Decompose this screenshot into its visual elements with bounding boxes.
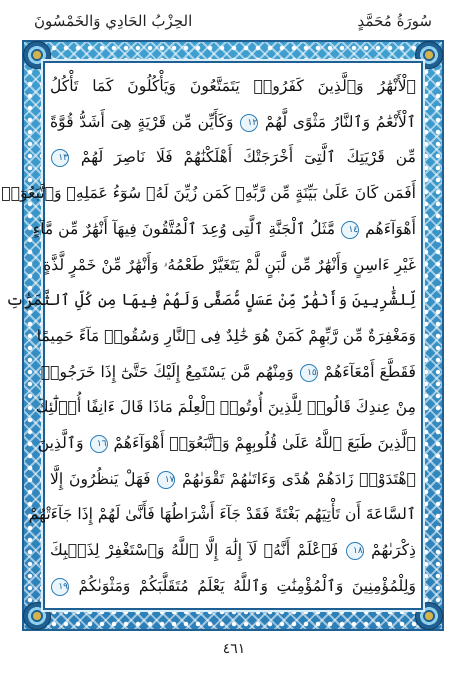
verse-lines <box>1 71 417 602</box>
verse-text: وَمَغْفِرَةٌ مِّن رَّبِّهِمْ كَمَنْ هُوَ خَٰلِدٌ فِى ٱلنَّارِ وَسُقُوا۟ مَآءً حَمِيمًا <box>36 326 416 345</box>
verse-text: أَفَمَن كَانَ عَلَىٰ بَيِّنَةٍ مِّن رَّبِّهِۦ كَمَن زُيِّنَ لَهُۥ سُوٓءُ عَمَلِهِۦ وَٱتَّبَعُوٓا۟ <box>1 184 416 203</box>
verse-text: لِّلشَّٰرِبِينَ وَأَنْهَٰرٌ مِّنْ عَسَلٍ مُّصَفًّى وَلَهُمْ فِيهَا مِن كُلِّ ٱلثَّمَرَٰتِ <box>5 291 416 310</box>
verse-line <box>35 392 416 423</box>
verse-text: ٱهْتَدَوْا۟ زَادَهُمْ هُدًى وَءَاتَىٰهُمْ تَقْوَىٰهُمْ <box>182 469 416 488</box>
verse-text: ٱلْأَنْعَٰمُ وَٱلنَّارُ مَثْوًى لَّهُمْ <box>264 112 417 131</box>
verse-line <box>37 428 416 459</box>
verse-line <box>50 71 416 102</box>
verse-text: فَٱعْلَمْ أَنَّهُۥ لَآ إِلَٰهَ إِلَّا ٱللَّهُ وَٱسْتَغْفِرْ لِذَنۢبِكَ <box>50 541 339 560</box>
verse-line <box>40 357 416 388</box>
verse-line <box>50 535 416 566</box>
verse-line <box>32 214 416 245</box>
verse-text: مَّثَلُ ٱلْجَنَّةِ ٱلَّتِى وُعِدَ ٱلْمُتَّقُونَ فِيهَآ أَنْهَٰرٌ مِّن مَّآءٍ <box>32 219 336 238</box>
verse-text: ذِكْرَىٰهُمْ <box>371 541 416 560</box>
verse-text: وَٱلَّذِينَ <box>37 434 84 453</box>
verse-text: مِّن قَرْيَتِكَ ٱلَّتِىٓ أَخْرَجَتْكَ أَهْلَكْنَٰهُمْ فَلَا نَاصِرَ لَهُمْ <box>80 148 416 167</box>
verse-text: ٱلَّذِينَ طَبَعَ ٱللَّهُ عَلَىٰ قُلُوبِهِمْ وَٱتَّبَعُوٓا۟ أَهْوَآءَهُمْ <box>113 434 416 453</box>
text-panel <box>1 61 423 610</box>
verse-text: وَكَأَيِّن مِّن قَرْيَةٍ هِىَ أَشَدُّ قُوَّةً <box>50 112 234 131</box>
ornamental-frame <box>1 40 444 631</box>
ayah-number-marker: ١٢ <box>240 114 258 132</box>
verse-text: أَهْوَآءَهُم <box>365 219 416 238</box>
verse-text: غَيْرِ ءَاسِنٍ وَأَنْهَٰرٌ مِّن لَّبَنٍ لَّمْ يَتَغَيَّرْ طَعْمُهُۥ وَأَنْهَٰرٌ مِّنْ خَمْرٍ لَّذَّةٍ <box>43 255 416 274</box>
ayah-number-marker: ١٧ <box>157 471 175 489</box>
ayah-number-marker: ١٥ <box>300 364 318 382</box>
ayah-number-marker: ١٩ <box>51 578 69 596</box>
verse-line <box>5 285 416 316</box>
verse-text: فَقَطَّعَ أَمْعَآءَهُمْ <box>323 362 416 381</box>
verse-line <box>50 142 416 173</box>
verse-line <box>28 499 416 530</box>
verse-text: وَلِلْمُؤْمِنِينَ وَٱلْمُؤْمِنَٰتِ وَٱللَّهُ يَعْلَمُ مُتَقَلَّبَكُمْ وَمَثْوَىٰكُمْ <box>78 576 416 595</box>
verse-line <box>36 321 416 352</box>
verse-text: وَمِنْهُم مَّن يَسْتَمِعُ إِلَيْكَ حَتَّىٰٓ إِذَا خَرَجُوا۟ <box>40 362 294 381</box>
ayah-number-marker: ١٤ <box>341 221 359 239</box>
verse-line <box>50 464 416 495</box>
verse-text: فَهَلْ يَنظُرُونَ إِلَّا <box>50 469 151 488</box>
surah-name: سُورَةُ مُحَمَّدٍ <box>357 12 432 30</box>
verse-text: ٱلْأَنْهَٰرُ وَٱلَّذِينَ كَفَرُوا۟ يَتَمَتَّعُونَ وَيَأْكُلُونَ كَمَا تَأْكُلُ <box>50 77 416 95</box>
juz-name: الحِزْبُ الحَادِي وَالخَمْسُونَ <box>34 12 193 30</box>
verse-line <box>50 107 416 138</box>
verse-text: ٱلسَّاعَةَ أَن تَأْتِيَهُم بَغْتَةً فَقَدْ جَآءَ أَشْرَاطُهَا فَأَنَّىٰ لَهُمْ إِذَا جَآءَتْهُمْ <box>28 505 416 524</box>
verse-line <box>50 571 416 602</box>
verse-line <box>43 250 416 281</box>
verse-line <box>1 178 416 209</box>
page-number: ٤٦١ <box>222 641 246 657</box>
ayah-number-marker: ١٨ <box>346 542 364 560</box>
verse-text: مِنْ عِندِكَ قَالُوا۟ لِلَّذِينَ أُوتُوا۟ ٱلْعِلْمَ مَاذَا قَالَ ءَانِفًا أُو۟لَٰٓئِكَ <box>35 398 416 417</box>
ayah-number-marker: ١٦ <box>90 435 108 453</box>
ayah-number-marker: ١٣ <box>51 149 69 167</box>
